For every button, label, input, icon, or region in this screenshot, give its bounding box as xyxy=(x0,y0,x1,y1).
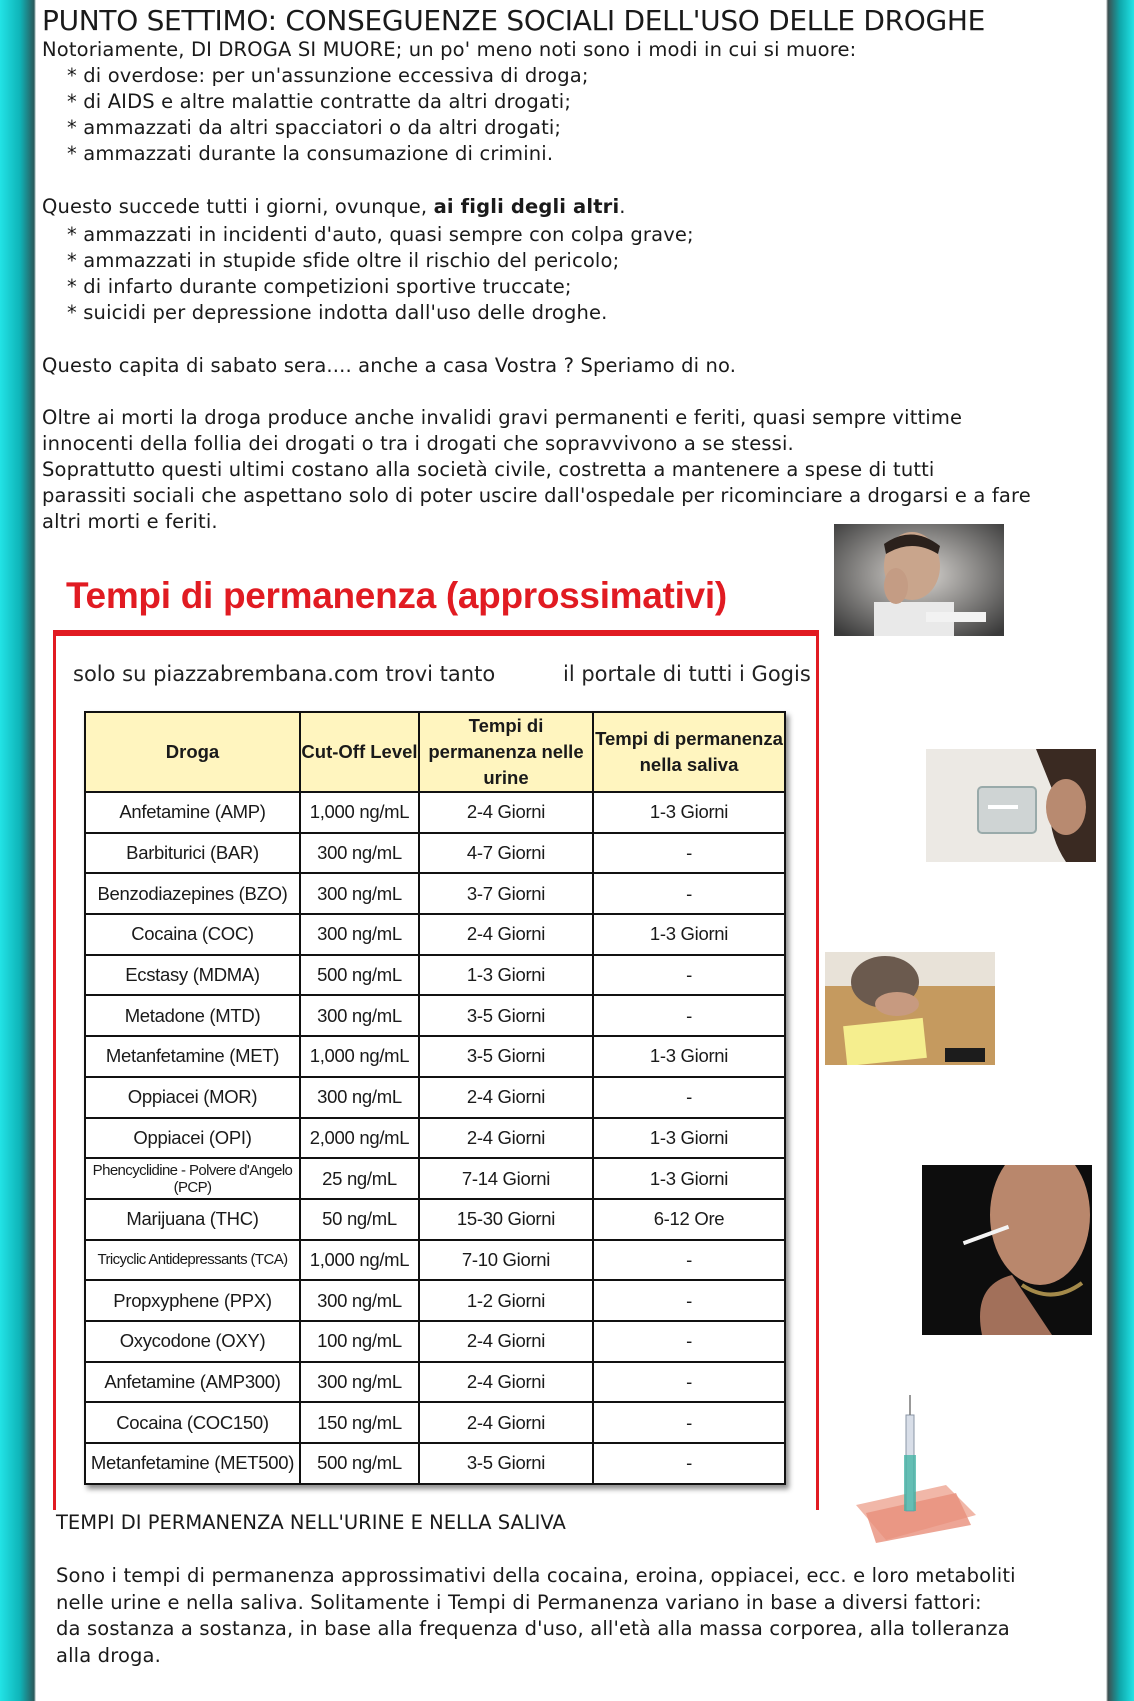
table-cell: 2-4 Giorni xyxy=(419,1118,593,1159)
table-cell: - xyxy=(593,995,785,1036)
table-cell: 6-12 Ore xyxy=(593,1199,785,1240)
table-cell: Propxyphene (PPX) xyxy=(85,1280,300,1321)
list-item: * di AIDS e altre malattie contratte da altri drogati; xyxy=(67,90,572,113)
table-row xyxy=(85,873,785,914)
man-snorting-photo xyxy=(834,524,1004,636)
man-at-desk-photo xyxy=(825,952,995,1065)
table-cell: Cocaina (COC) xyxy=(85,914,300,955)
table-cell: Benzodiazepines (BZO) xyxy=(85,873,300,914)
table-row xyxy=(85,1443,785,1484)
table-cell: 150 ng/mL xyxy=(300,1402,419,1443)
table-cell: Barbiturici (BAR) xyxy=(85,833,300,874)
table-cell: Metanfetamine (MET500) xyxy=(85,1443,300,1484)
table-cell: 300 ng/mL xyxy=(300,914,419,955)
table-cell: 3-5 Giorni xyxy=(419,995,593,1036)
table-cell: Anfetamine (AMP300) xyxy=(85,1362,300,1403)
paragraph-suffix: . xyxy=(619,195,626,218)
card-title: Tempi di permanenza (approssimativi) xyxy=(66,575,727,616)
table-row xyxy=(85,1118,785,1159)
table-cell: 300 ng/mL xyxy=(300,1362,419,1403)
table-cell: 7-10 Giorni xyxy=(419,1240,593,1281)
table-cell: - xyxy=(593,833,785,874)
table-cell: 2-4 Giorni xyxy=(419,1362,593,1403)
card-border-left xyxy=(53,630,56,1510)
table-cell: Metadone (MTD) xyxy=(85,995,300,1036)
table-cell: 1-3 Giorni xyxy=(593,1036,785,1077)
table-cell: 2,000 ng/mL xyxy=(300,1118,419,1159)
paragraph-line: da sostanza a sostanza, in base alla frequenza d'uso, all'età alla massa corporea, alla tolleranza xyxy=(56,1617,1010,1640)
table-cell: Phencyclidine - Polvere d'Angelo (PCP) xyxy=(85,1158,300,1199)
table-cell: - xyxy=(593,1240,785,1281)
table-cell: 1-3 Giorni xyxy=(593,1158,785,1199)
table-row xyxy=(85,955,785,996)
paragraph-line: alla droga. xyxy=(56,1643,162,1667)
paragraph-line: innocenti della follia dei drogati o tra i drogati che sopravvivono a se stessi. xyxy=(42,432,794,455)
syringe-money-photo xyxy=(846,1395,981,1545)
table-header-row xyxy=(85,712,785,792)
paragraph-others-children xyxy=(42,194,626,221)
table-cell: 300 ng/mL xyxy=(300,1077,419,1118)
list-item: * ammazzati in stupide sfide oltre il rischio del pericolo; xyxy=(67,249,620,272)
paragraph-line: nelle urine e nella saliva. Solitamente i Tempi di Permanenza variano in base a diversi fattori: xyxy=(56,1590,982,1614)
table-cell: Cocaina (COC150) xyxy=(85,1402,300,1443)
table-row xyxy=(85,995,785,1036)
table-cell: 3-5 Giorni xyxy=(419,1443,593,1484)
table-cell: Oppiacei (OPI) xyxy=(85,1118,300,1159)
table-cell: 1,000 ng/mL xyxy=(300,1240,419,1281)
table-cell: - xyxy=(593,955,785,996)
table-row xyxy=(85,1362,785,1403)
page-title: PUNTO SETTIMO: CONSEGUENZE SOCIALI DELL'USO DELLE DROGHE xyxy=(42,4,986,37)
table-cell: - xyxy=(593,873,785,914)
table-cell: Anfetamine (AMP) xyxy=(85,792,300,833)
table-cell: 1-3 Giorni xyxy=(593,792,785,833)
table-cell: 100 ng/mL xyxy=(300,1321,419,1362)
table-row xyxy=(85,1077,785,1118)
table-cell: Marijuana (THC) xyxy=(85,1199,300,1240)
table-row xyxy=(85,914,785,955)
divider xyxy=(53,630,818,636)
table-cell: 4-7 Giorni xyxy=(419,833,593,874)
table-row xyxy=(85,1036,785,1077)
emphasis-text: ai figli degli altri xyxy=(433,195,620,218)
table-cell: 2-4 Giorni xyxy=(419,1402,593,1443)
list-item: * ammazzati durante la consumazione di crimini. xyxy=(67,142,554,165)
man-smoking-photo xyxy=(922,1165,1092,1335)
paragraph-line: parassiti sociali che aspettano solo di poter uscire dall'ospedale per ricominciare a drogarsi e a fare xyxy=(42,484,1031,507)
table-cell: Tricyclic Antidepressants (TCA) xyxy=(85,1240,300,1281)
paragraph-line: altri morti e feriti. xyxy=(42,510,218,533)
table-cell: 300 ng/mL xyxy=(300,833,419,874)
list-item: * di infarto durante competizioni sportive truccate; xyxy=(67,275,572,298)
table-row xyxy=(85,792,785,833)
table-cell: Metanfetamine (MET) xyxy=(85,1036,300,1077)
table-cell: - xyxy=(593,1077,785,1118)
table-cell: 15-30 Giorni xyxy=(419,1199,593,1240)
card-border-right xyxy=(816,630,819,1510)
table-cell: 1,000 ng/mL xyxy=(300,1036,419,1077)
table-cell: - xyxy=(593,1280,785,1321)
paragraph-line: Soprattutto questi ultimi costano alla società civile, costretta a mantenere a spese di tutti xyxy=(42,458,935,481)
table-row xyxy=(85,1158,785,1199)
table-row xyxy=(85,1402,785,1443)
intro-text: Notoriamente, DI DROGA SI MUORE; un po' meno noti sono i modi in cui si muore: xyxy=(42,38,857,61)
table-cell: 50 ng/mL xyxy=(300,1199,419,1240)
table-cell: - xyxy=(593,1362,785,1403)
table-cell: 1-2 Giorni xyxy=(419,1280,593,1321)
table-cell: - xyxy=(593,1402,785,1443)
table-caption: TEMPI DI PERMANENZA NELL'URINE E NELLA SALIVA xyxy=(56,1511,566,1534)
list-item: * di overdose: per un'assunzione eccessiva di droga; xyxy=(67,64,589,87)
table-cell: 3-5 Giorni xyxy=(419,1036,593,1077)
table-cell: 300 ng/mL xyxy=(300,995,419,1036)
page-content xyxy=(36,0,1106,1701)
column-header: Tempi di permanenza nella saliva xyxy=(593,712,785,792)
table-cell: - xyxy=(593,1443,785,1484)
man-with-mirror-photo xyxy=(926,749,1096,862)
column-header: Cut-Off Level xyxy=(300,712,419,792)
table-row xyxy=(85,1321,785,1362)
table-cell: 300 ng/mL xyxy=(300,1280,419,1321)
paragraph-line: Oltre ai morti la droga produce anche invalidi gravi permanenti e feriti, quasi sempre vittime xyxy=(42,406,963,429)
table-row xyxy=(85,1199,785,1240)
closing-paragraph xyxy=(56,1563,1016,1669)
table-row xyxy=(85,833,785,874)
table-cell: 2-4 Giorni xyxy=(419,792,593,833)
table-cell: 300 ng/mL xyxy=(300,873,419,914)
table-cell: Oppiacei (MOR) xyxy=(85,1077,300,1118)
paragraph-line: Sono i tempi di permanenza approssimativi della cocaina, eroina, oppiacei, ecc. e loro metaboliti xyxy=(56,1564,1016,1587)
table-cell: 500 ng/mL xyxy=(300,1443,419,1484)
column-header: Droga xyxy=(85,712,300,792)
table-cell: Ecstasy (MDMA) xyxy=(85,955,300,996)
table-cell: 3-7 Giorni xyxy=(419,873,593,914)
table-cell: 2-4 Giorni xyxy=(419,1321,593,1362)
table-row xyxy=(85,1240,785,1281)
promo-text-right: il portale di tutti i Gogis xyxy=(563,662,811,686)
table-cell: 2-4 Giorni xyxy=(419,1077,593,1118)
table-cell: 1-3 Giorni xyxy=(593,914,785,955)
promo-text-left: solo su piazzabrembana.com trovi tanto xyxy=(73,662,496,686)
paragraph-prefix: Questo succede tutti i giorni, ovunque, xyxy=(42,195,434,218)
table-cell: 1-3 Giorni xyxy=(419,955,593,996)
table-cell: 7-14 Giorni xyxy=(419,1158,593,1199)
table-cell: - xyxy=(593,1321,785,1362)
table-cell: 1,000 ng/mL xyxy=(300,792,419,833)
paragraph-saturday: Questo capita di sabato sera.... anche a casa Vostra ? Speriamo di no. xyxy=(42,354,737,377)
table-cell: 25 ng/mL xyxy=(300,1158,419,1199)
table-cell: Oxycodone (OXY) xyxy=(85,1321,300,1362)
list-item: * suicidi per depressione indotta dall'uso delle droghe. xyxy=(67,301,608,324)
column-header: Tempi di permanenza nelle urine xyxy=(419,712,593,792)
table-cell: 500 ng/mL xyxy=(300,955,419,996)
list-item: * ammazzati da altri spacciatori o da altri drogati; xyxy=(67,116,562,139)
table-cell: 1-3 Giorni xyxy=(593,1118,785,1159)
table-cell: 2-4 Giorni xyxy=(419,914,593,955)
table-row xyxy=(85,1280,785,1321)
detection-times-table xyxy=(84,711,786,1485)
list-item: * ammazzati in incidenti d'auto, quasi sempre con colpa grave; xyxy=(67,223,694,246)
